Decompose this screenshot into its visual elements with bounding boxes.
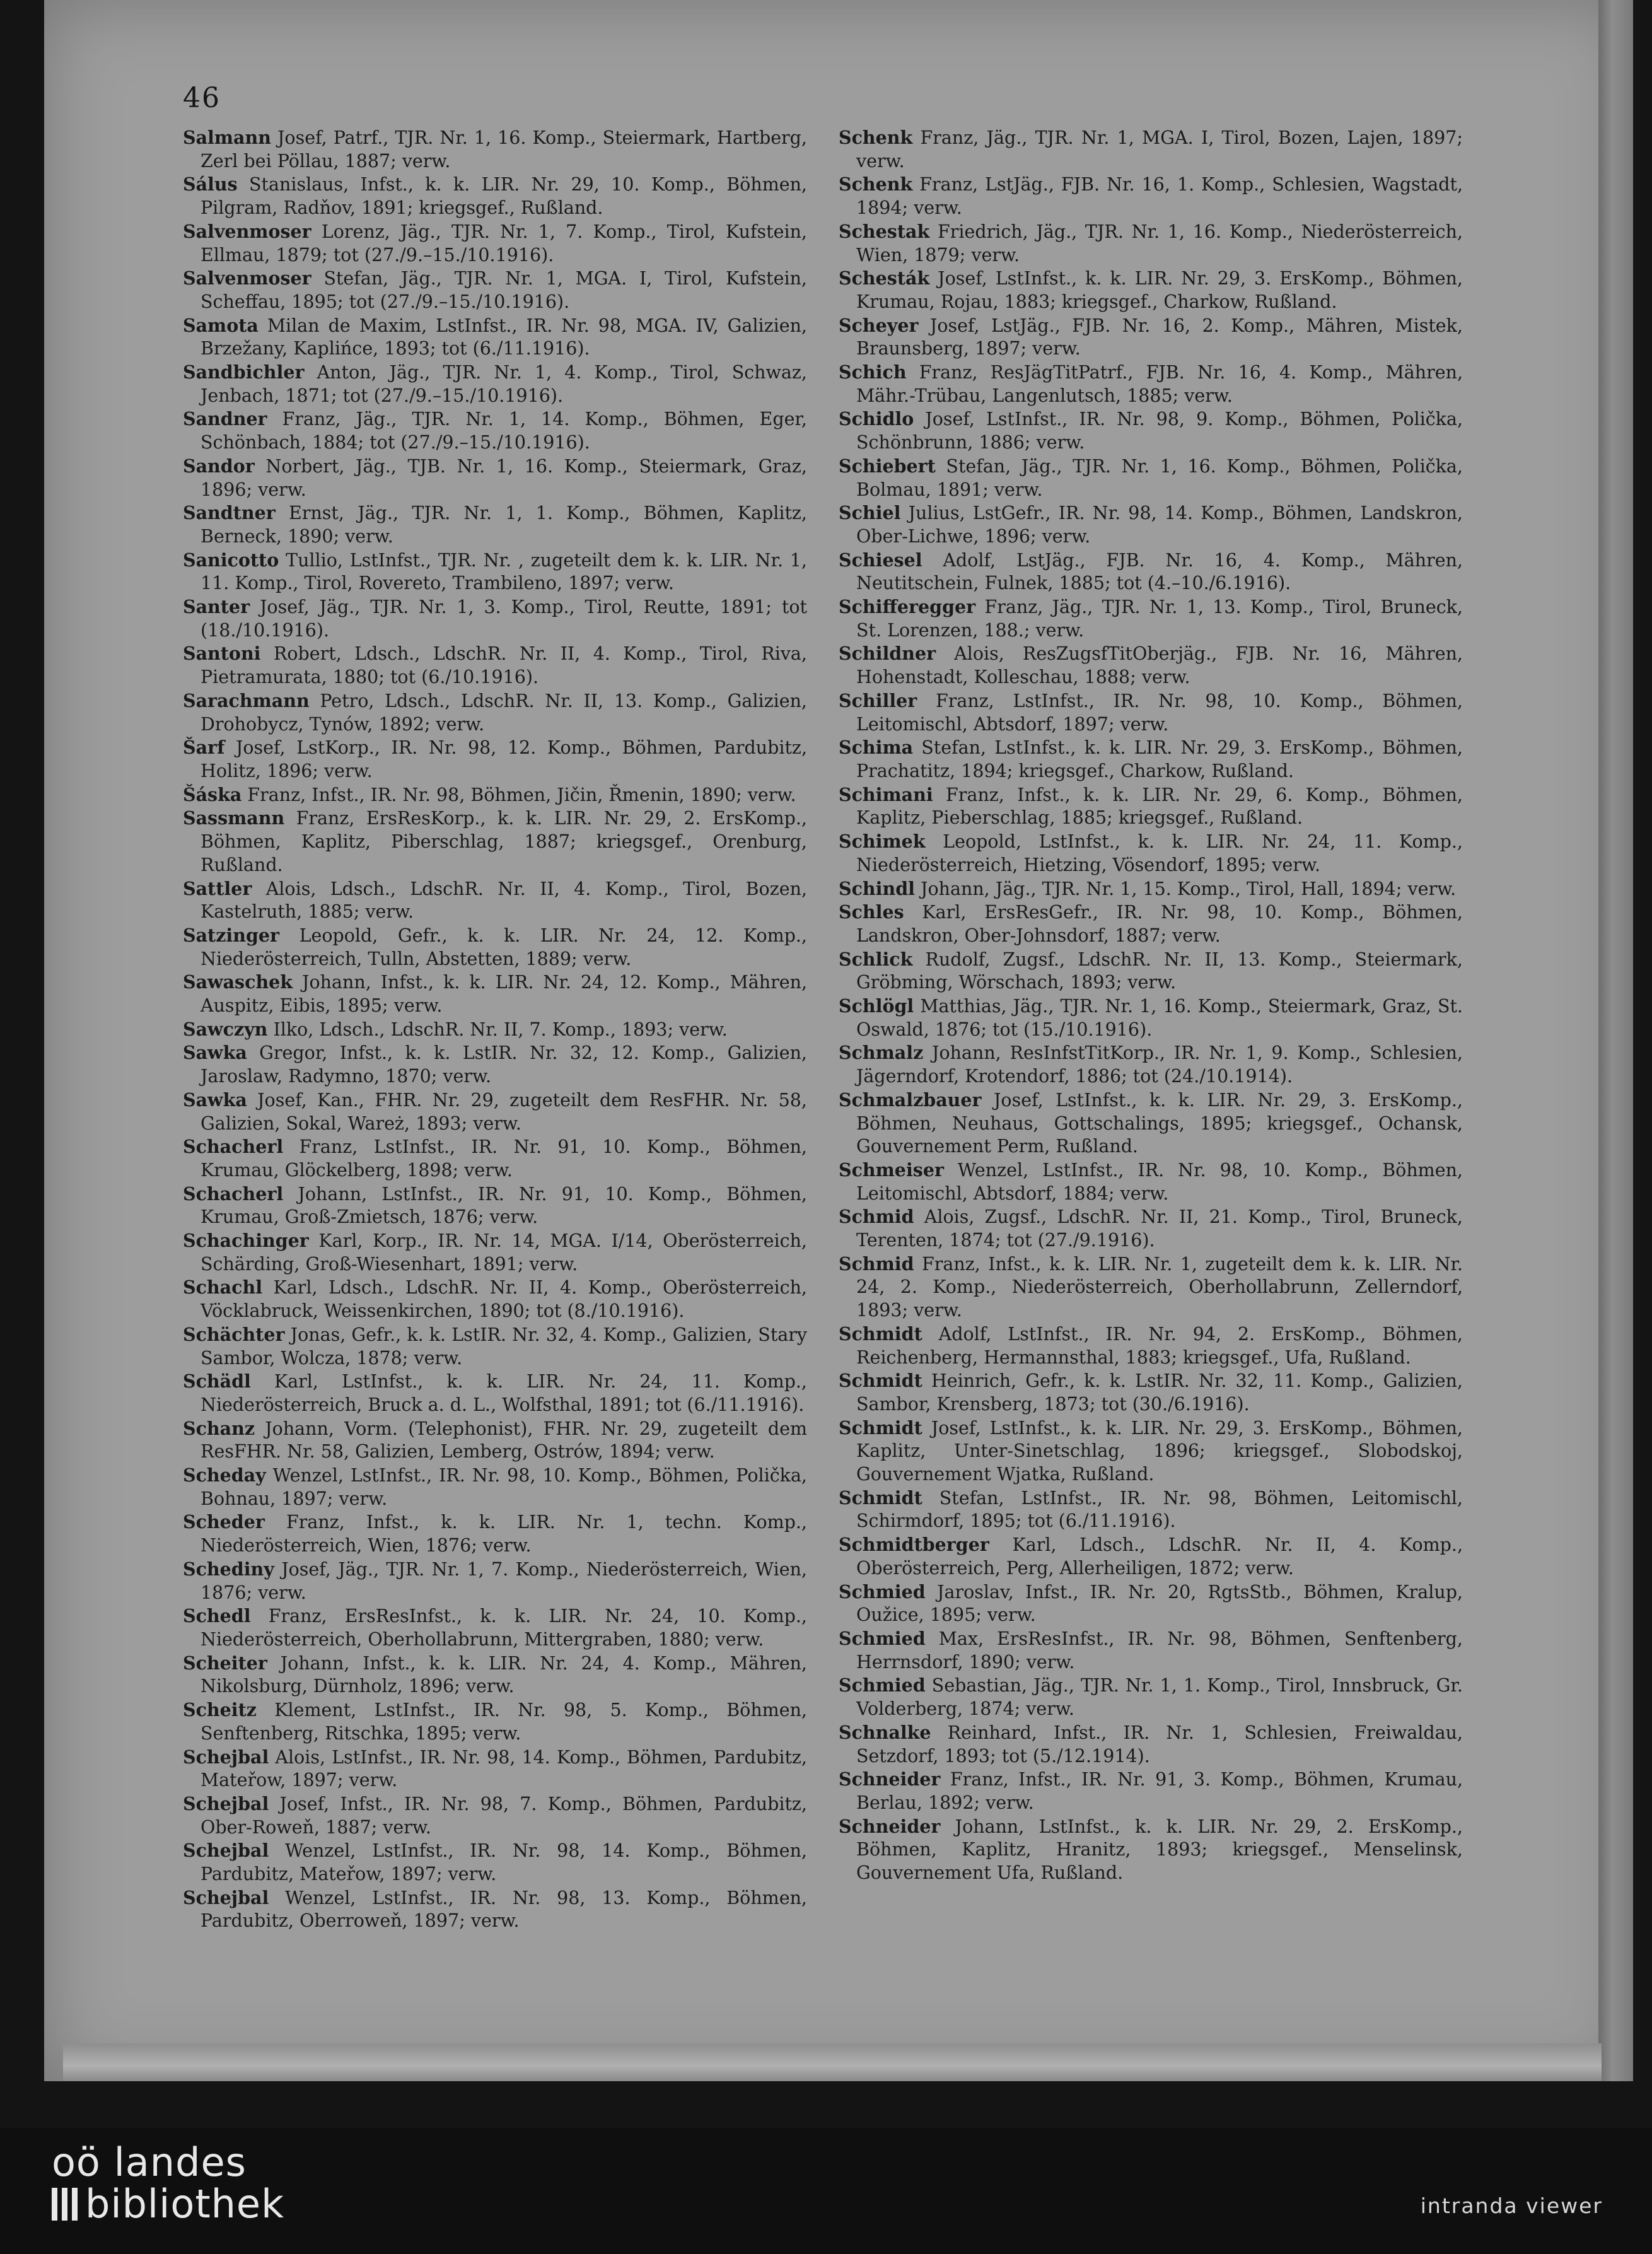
entry-details: Heinrich, Gefr., k. k. LstIR. Nr. 32, 11. Komp., Galizien, Sambor, Krensberg, 1873; tot (30./6.1916). bbox=[856, 1370, 1463, 1415]
entry-surname: Schles bbox=[839, 901, 904, 923]
register-entry bbox=[183, 126, 807, 173]
entry-details: Sebastian, Jäg., TJR. Nr. 1, 1. Komp., Tirol, Innsbruck, Gr. Volderberg, 1874; verw. bbox=[856, 1675, 1463, 1720]
entry-details: Matthias, Jäg., TJR. Nr. 1, 16. Komp., Steiermark, Graz, St. Oswald, 1876; tot (15./10.1916). bbox=[856, 996, 1463, 1040]
entry-details: Franz, Jäg., TJR. Nr. 1, 13. Komp., Tirol, Bruneck, St. Lorenzen, 188.; verw. bbox=[856, 597, 1463, 641]
register-entry bbox=[183, 642, 807, 689]
register-entry bbox=[839, 830, 1463, 877]
entry-details: Stanislaus, Infst., k. k. LIR. Nr. 29, 10. Komp., Böhmen, Pilgram, Radňov, 1891; kriegsgef., Rußland. bbox=[201, 174, 807, 219]
entry-details: Wenzel, LstInfst., IR. Nr. 98, 10. Komp., Böhmen, Leitomischl, Abtsdorf, 1884; verw. bbox=[856, 1159, 1463, 1204]
entry-details: Franz, LstInfst., IR. Nr. 91, 10. Komp., Böhmen, Krumau, Glöckelberg, 1898; verw. bbox=[201, 1136, 807, 1181]
entry-details: Alois, Ldsch., LdschR. Nr. II, 4. Komp., Tirol, Bozen, Kastelruth, 1885; verw. bbox=[201, 878, 807, 923]
register-entry bbox=[183, 807, 807, 877]
entry-details: Josef, LstInfst., k. k. LIR. Nr. 29, 3. ErsKomp., Böhmen, Neuhaus, Gottschalings, 1895; kriegsgef., Ochansk, Gouvernement Perm, Rußland. bbox=[856, 1089, 1463, 1157]
register-entry bbox=[183, 407, 807, 454]
register-entry bbox=[839, 1253, 1463, 1323]
register-entry bbox=[839, 126, 1463, 173]
entry-details: Julius, LstGefr., IR. Nr. 98, 14. Komp., Böhmen, Landskron, Ober-Lichwe, 1896; verw. bbox=[856, 503, 1463, 547]
register-entry bbox=[183, 1417, 807, 1464]
entry-surname: Schestak bbox=[839, 220, 930, 242]
entry-surname: Schacherl bbox=[183, 1136, 284, 1158]
register-entry bbox=[839, 689, 1463, 736]
register-entry bbox=[183, 877, 807, 924]
entry-details: Alois, Zugsf., LdschR. Nr. II, 21. Komp., Tirol, Bruneck, Terenten, 1874; tot (27./9.1916). bbox=[856, 1206, 1463, 1251]
register-entry bbox=[839, 1205, 1463, 1252]
logo-bars-icon bbox=[52, 2188, 78, 2221]
entry-details: Gregor, Infst., k. k. LstIR. Nr. 32, 12. Komp., Galizien, Jaroslaw, Radymno, 1870; verw. bbox=[201, 1042, 807, 1087]
viewer-footer bbox=[0, 2128, 1652, 2254]
entry-details: Milan de Maxim, LstInfst., IR. Nr. 98, MGA. IV, Galizien, Brzežany, Kaplińce, 1893; tot (6./11.1916). bbox=[201, 315, 807, 359]
entry-surname: Schmidt bbox=[839, 1486, 922, 1509]
register-entry bbox=[183, 1018, 807, 1042]
entry-surname: Schiller bbox=[839, 689, 917, 711]
entry-details: Josef, LstJäg., FJB. Nr. 16, 2. Komp., Mähren, Mistek, Braunsberg, 1897; verw. bbox=[856, 315, 1463, 359]
register-entry bbox=[839, 642, 1463, 689]
entry-details: Stefan, LstInfst., IR. Nr. 98, Böhmen, Leitomischl, Schirmdorf, 1895; tot (6./11.1916). bbox=[856, 1487, 1463, 1532]
entry-surname: Schimani bbox=[839, 783, 933, 805]
entry-surname: Schenk bbox=[839, 127, 913, 148]
register-entry bbox=[183, 736, 807, 783]
logo-text-bottom: bibliothek bbox=[85, 2181, 284, 2227]
entry-surname: Sandbichler bbox=[183, 361, 305, 383]
entry-surname: Sarachmann bbox=[183, 689, 310, 711]
entry-surname: Samota bbox=[183, 314, 259, 336]
entry-surname: Scheitz bbox=[183, 1699, 257, 1721]
entry-details: Franz, LstInfst., IR. Nr. 98, 10. Komp., Böhmen, Leitomischl, Abtsdorf, 1897; verw. bbox=[856, 690, 1463, 735]
register-entry bbox=[839, 1674, 1463, 1720]
entry-details: Adolf, LstInfst., IR. Nr. 94, 2. ErsKomp., Böhmen, Reichenberg, Hermannsthal, 1883; kriegsgef., Ufa, Rußland. bbox=[856, 1323, 1463, 1368]
entry-details: Josef, LstKorp., IR. Nr. 98, 12. Komp., Böhmen, Pardubitz, Holitz, 1896; verw. bbox=[201, 737, 807, 781]
entry-surname: Schmalz bbox=[839, 1042, 924, 1064]
entry-details: Tullio, LstInfst., TJR. Nr. , zugeteilt dem k. k. LIR. Nr. 1, 11. Komp., Tirol, Rovereto, Trambileno, 1897; verw. bbox=[201, 549, 807, 594]
register-entry bbox=[839, 173, 1463, 219]
register-entry bbox=[183, 971, 807, 1017]
register-entry bbox=[839, 736, 1463, 783]
entry-details: Karl, Ldsch., LdschR. Nr. II, 4. Komp., Oberösterreich, Vöcklabruck, Weissenkirchen, 1890; tot (8./10.1916). bbox=[201, 1277, 807, 1322]
entry-surname: Schifferegger bbox=[839, 596, 976, 618]
page-edge bbox=[1598, 0, 1633, 2081]
entry-surname: Sassmann bbox=[183, 807, 285, 829]
entry-surname: Santoni bbox=[183, 643, 261, 665]
entry-details: Franz, Infst., k. k. LIR. Nr. 1, techn. Komp., Niederösterreich, Wien, 1876; verw. bbox=[201, 1512, 807, 1556]
entry-details: Lorenz, Jäg., TJR. Nr. 1, 7. Komp., Tirol, Kufstein, Ellmau, 1879; tot (27./9.–15./10.1916). bbox=[201, 221, 807, 266]
register-entry bbox=[839, 595, 1463, 642]
entry-surname: Sawaschek bbox=[183, 971, 293, 993]
register-entry bbox=[839, 1627, 1463, 1674]
register-entry bbox=[839, 1323, 1463, 1369]
register-entry bbox=[183, 267, 807, 313]
entry-details: Josef, Infst., IR. Nr. 98, 7. Komp., Böhmen, Pardubitz, Ober-Roweň, 1887; verw. bbox=[201, 1793, 807, 1838]
entry-surname: Schmidt bbox=[839, 1416, 922, 1439]
entry-details: Max, ErsResInfst., IR. Nr. 98, Böhmen, Senftenberg, Herrnsdorf, 1890; verw. bbox=[856, 1628, 1463, 1673]
entry-details: Reinhard, Infst., IR. Nr. 1, Schlesien, Freiwaldau, Setzdorf, 1893; tot (5./12.1914). bbox=[856, 1722, 1463, 1766]
entry-surname: Sawka bbox=[183, 1042, 247, 1064]
entry-surname: Salmann bbox=[183, 127, 271, 148]
entry-surname: Schmid bbox=[839, 1206, 914, 1228]
register-entry bbox=[839, 877, 1463, 901]
register-entry bbox=[839, 455, 1463, 501]
entry-details: Wenzel, LstInfst., IR. Nr. 98, 13. Komp., Böhmen, Pardubitz, Oberroweň, 1897; verw. bbox=[201, 1887, 807, 1932]
entry-surname: Schesták bbox=[839, 267, 930, 289]
entry-surname: Schima bbox=[839, 737, 914, 759]
entry-surname: Schmidt bbox=[839, 1370, 922, 1392]
register-entry bbox=[183, 1182, 807, 1229]
entry-details: Stefan, Jäg., TJR. Nr. 1, MGA. I, Tirol, Kufstein, Scheffau, 1895; tot (27./9.–15./10.1916). bbox=[201, 268, 807, 312]
register-entry bbox=[839, 549, 1463, 595]
register-entry bbox=[183, 1746, 807, 1792]
entry-surname: Scheday bbox=[183, 1464, 266, 1486]
entry-surname: Schädl bbox=[183, 1370, 251, 1393]
register-entry bbox=[183, 783, 807, 807]
entry-surname: Schich bbox=[839, 361, 907, 383]
register-entry bbox=[183, 689, 807, 736]
entry-details: Ilko, Ldsch., LdschR. Nr. II, 7. Komp., 1893; verw. bbox=[267, 1019, 728, 1040]
entry-surname: Sandtner bbox=[183, 502, 276, 524]
entry-surname: Schimek bbox=[839, 831, 926, 853]
entry-details: Petro, Ldsch., LdschR. Nr. II, 13. Komp., Galizien, Drohobycz, Tynów, 1892; verw. bbox=[201, 690, 807, 735]
entry-details: Jaroslav, Infst., IR. Nr. 20, RgtsStb., Böhmen, Kralup, Oužice, 1895; verw. bbox=[856, 1581, 1463, 1626]
entry-details: Johann, Jäg., TJR. Nr. 1, 15. Komp., Tirol, Hall, 1894; verw. bbox=[914, 878, 1457, 899]
register-entry bbox=[183, 1464, 807, 1510]
register-entry bbox=[183, 1510, 807, 1557]
entry-details: Josef, LstInfst., k. k. LIR. Nr. 29, 3. ErsKomp., Böhmen, Kaplitz, Unter-Sinetschlag, 1896; kriegsgef., Slobodskoj, Gouvernement Wjatka, Rußland. bbox=[856, 1417, 1463, 1485]
register-entry bbox=[839, 1768, 1463, 1814]
register-entry bbox=[839, 1369, 1463, 1416]
entry-surname: Scheyer bbox=[839, 314, 919, 336]
entry-surname: Schachinger bbox=[183, 1230, 309, 1252]
register-entry bbox=[183, 924, 807, 971]
entry-surname: Scheiter bbox=[183, 1652, 267, 1674]
entry-surname: Schmied bbox=[839, 1628, 926, 1649]
entry-details: Robert, Ldsch., LdschR. Nr. II, 4. Komp., Tirol, Riva, Pietramurata, 1880; tot (6./10.1916). bbox=[201, 643, 807, 688]
entry-surname: Schiesel bbox=[839, 549, 922, 571]
entry-surname: Schmied bbox=[839, 1674, 926, 1696]
entry-surname: Sawka bbox=[183, 1089, 247, 1111]
register-entry bbox=[183, 455, 807, 501]
entry-surname: Schneider bbox=[839, 1815, 941, 1837]
entry-details: Friedrich, Jäg., TJR. Nr. 1, 16. Komp., Niederösterreich, Wien, 1879; verw. bbox=[856, 221, 1463, 266]
register-entry bbox=[183, 1839, 807, 1886]
register-entry bbox=[839, 948, 1463, 995]
logo-text-top: oö landes bbox=[52, 2139, 247, 2185]
register-entry bbox=[839, 783, 1463, 830]
entry-surname: Schmidt bbox=[839, 1323, 922, 1345]
entry-surname: Schmalzbauer bbox=[839, 1089, 982, 1111]
register-entry bbox=[183, 314, 807, 361]
entry-surname: Schejbal bbox=[183, 1886, 269, 1908]
entry-details: Franz, Infst., k. k. LIR. Nr. 1, zugeteilt dem k. k. LIR. Nr. 24, 2. Komp., Niederösterreich, Oberhollabrunn, Zellerndorf, 1893; verw. bbox=[856, 1253, 1463, 1321]
entry-details: Franz, Infst., k. k. LIR. Nr. 29, 6. Komp., Böhmen, Kaplitz, Pieberschlag, 1885; kriegsgef., Rußland. bbox=[856, 784, 1463, 829]
entry-surname: Sattler bbox=[183, 877, 252, 899]
register-entry bbox=[183, 1089, 807, 1135]
entry-details: Leopold, LstInfst., k. k. LIR. Nr. 24, 11. Komp., Niederösterreich, Hietzing, Vösendorf, 1895; verw. bbox=[856, 831, 1463, 875]
register-entry bbox=[183, 1558, 807, 1604]
entry-surname: Schneider bbox=[839, 1768, 941, 1790]
entry-details: Franz, Jäg., TJR. Nr. 1, MGA. I, Tirol, Bozen, Lajen, 1897; verw. bbox=[856, 127, 1463, 172]
register-entry bbox=[839, 1486, 1463, 1533]
register-entry bbox=[183, 361, 807, 407]
entry-details: Wenzel, LstInfst., IR. Nr. 98, 10. Komp., Böhmen, Polička, Bohnau, 1897; verw. bbox=[201, 1465, 807, 1509]
entry-surname: Schlick bbox=[839, 948, 913, 970]
register-entry bbox=[839, 1721, 1463, 1768]
register-entry bbox=[839, 361, 1463, 407]
entry-details: Franz, Jäg., TJR. Nr. 1, 14. Komp., Böhmen, Eger, Schönbach, 1884; tot (27./9.–15./10.1916). bbox=[201, 409, 807, 453]
register-entry bbox=[183, 1792, 807, 1839]
entry-surname: Salvenmoser bbox=[183, 267, 311, 289]
entry-surname: Schächter bbox=[183, 1323, 285, 1345]
register-entry bbox=[183, 220, 807, 267]
entry-surname: Schejbal bbox=[183, 1840, 269, 1862]
entry-surname: Schlögl bbox=[839, 995, 914, 1017]
entry-details: Anton, Jäg., TJR. Nr. 1, 4. Komp., Tirol, Schwaz, Jenbach, 1871; tot (27./9.–15./10.1916). bbox=[201, 362, 807, 406]
entry-details: Rudolf, Zugsf., LdschR. Nr. II, 13. Komp., Steiermark, Gröbming, Wörschach, 1893; verw. bbox=[856, 949, 1463, 993]
entry-details: Johann, ResInfstTitKorp., IR. Nr. 1, 9. Komp., Schlesien, Jägerndorf, Krotendorf, 1886; tot (24./10.1914). bbox=[856, 1042, 1463, 1087]
entry-details: Johann, Infst., k. k. LIR. Nr. 24, 12. Komp., Mähren, Auspitz, Eibis, 1895; verw. bbox=[201, 972, 807, 1017]
register-entry bbox=[839, 995, 1463, 1041]
entry-surname: Schmid bbox=[839, 1253, 914, 1275]
entry-details: Wenzel, LstInfst., IR. Nr. 98, 14. Komp., Böhmen, Pardubitz, Mateřow, 1897; verw. bbox=[201, 1840, 807, 1885]
register-entry bbox=[839, 1041, 1463, 1088]
entry-details: Josef, Jäg., TJR. Nr. 1, 3. Komp., Tirol, Reutte, 1891; tot (18./10.1916). bbox=[201, 597, 807, 641]
entry-details: Norbert, Jäg., TJB. Nr. 1, 16. Komp., Steiermark, Graz, 1896; verw. bbox=[201, 455, 807, 500]
entry-details: Josef, Patrf., TJR. Nr. 1, 16. Komp., Steiermark, Hartberg, Zerl bei Pöllau, 1887; verw. bbox=[201, 127, 807, 172]
entry-details: Karl, Korp., IR. Nr. 14, MGA. I/14, Oberösterreich, Schärding, Groß-Wiesenhart, 1891; verw. bbox=[201, 1230, 807, 1275]
entry-details: Ernst, Jäg., TJR. Nr. 1, 1. Komp., Böhmen, Kaplitz, Berneck, 1890; verw. bbox=[201, 503, 807, 547]
register-entry bbox=[183, 1698, 807, 1745]
entry-surname: Sálus bbox=[183, 173, 238, 196]
entry-details: Johann, LstInfst., k. k. LIR. Nr. 29, 2. ErsKomp., Böhmen, Kaplitz, Hranitz, 1893; kriegsgef., Menselinsk, Gouvernement Ufa, Rußland. bbox=[856, 1816, 1463, 1884]
register-entry bbox=[183, 501, 807, 548]
entry-surname: Šáska bbox=[183, 783, 242, 805]
entry-surname: Schacherl bbox=[183, 1182, 284, 1205]
entry-surname: Santer bbox=[183, 596, 250, 618]
entry-details: Franz, ErsResKorp., k. k. LIR. Nr. 29, 2. ErsKomp., Böhmen, Kaplitz, Piberschlag, 1887; kriegsgef., Orenburg, Rußland. bbox=[201, 808, 807, 875]
page-bottom-edge bbox=[63, 2043, 1602, 2081]
register-entry bbox=[839, 1159, 1463, 1205]
entry-surname: Schmied bbox=[839, 1580, 926, 1603]
entry-details: Josef, LstInfst., IR. Nr. 98, 9. Komp., Böhmen, Polička, Schönbrunn, 1886; verw. bbox=[856, 409, 1463, 453]
register-entry bbox=[839, 314, 1463, 361]
entry-details: Johann, Infst., k. k. LIR. Nr. 24, 4. Komp., Mähren, Nikolsburg, Dürnholz, 1896; verw. bbox=[201, 1652, 807, 1697]
register-entry bbox=[183, 1652, 807, 1698]
register-entry bbox=[183, 549, 807, 595]
entry-surname: Schachl bbox=[183, 1276, 263, 1299]
entry-details: Josef, LstInfst., k. k. LIR. Nr. 29, 3. ErsKomp., Böhmen, Krumau, Rojau, 1883; kriegsgef., Charkow, Rußland. bbox=[856, 268, 1463, 312]
register-entry bbox=[183, 1135, 807, 1182]
entry-surname: Schejbal bbox=[183, 1792, 269, 1814]
register-entry bbox=[839, 901, 1463, 947]
register-entry bbox=[183, 1886, 807, 1933]
page-number: 46 bbox=[183, 82, 221, 114]
register-entry bbox=[839, 1416, 1463, 1486]
entry-details: Franz, LstJäg., FJB. Nr. 16, 1. Komp., Schlesien, Wagstadt, 1894; verw. bbox=[856, 174, 1463, 219]
entry-details: Jonas, Gefr., k. k. LstIR. Nr. 32, 4. Komp., Galizien, Stary Sambor, Wolcza, 1878; verw. bbox=[201, 1324, 807, 1369]
entry-surname: Šarf bbox=[183, 737, 225, 759]
entry-details: Alois, ResZugsfTitOberjäg., FJB. Nr. 16, Mähren, Hohenstadt, Kolleschau, 1888; verw. bbox=[856, 643, 1463, 688]
entry-surname: Schmidtberger bbox=[839, 1534, 989, 1556]
entry-surname: Salvenmoser bbox=[183, 220, 311, 242]
entry-details: Adolf, LstJäg., FJB. Nr. 16, 4. Komp., Mähren, Neutitschein, Fulnek, 1885; tot (4.–10./6.1916). bbox=[856, 549, 1463, 594]
entry-details: Karl, ErsResGefr., IR. Nr. 98, 10. Komp., Böhmen, Landskron, Ober-Johnsdorf, 1887; verw. bbox=[856, 902, 1463, 946]
register-entry bbox=[839, 501, 1463, 548]
entry-details: Johann, LstInfst., IR. Nr. 91, 10. Komp., Böhmen, Krumau, Groß-Zmietsch, 1876; verw. bbox=[201, 1183, 807, 1228]
entry-details: Franz, Infst., IR. Nr. 98, Böhmen, Jičin, Řmenin, 1890; verw. bbox=[241, 784, 796, 805]
entry-details: Josef, Jäg., TJR. Nr. 1, 7. Komp., Niederösterreich, Wien, 1876; verw. bbox=[201, 1558, 807, 1603]
entry-surname: Schmeiser bbox=[839, 1159, 944, 1181]
entry-details: Josef, Kan., FHR. Nr. 29, zugeteilt dem ResFHR. Nr. 58, Galizien, Sokal, Wareż, 1893; verw. bbox=[201, 1089, 807, 1134]
right-column bbox=[839, 126, 1463, 1885]
entry-surname: Schidlo bbox=[839, 408, 914, 430]
register-entry bbox=[839, 1580, 1463, 1627]
register-entry bbox=[839, 1815, 1463, 1885]
register-entry bbox=[183, 1370, 807, 1416]
register-entry bbox=[183, 595, 807, 642]
entry-surname: Schindl bbox=[839, 877, 915, 899]
register-entry bbox=[839, 267, 1463, 313]
register-entry bbox=[839, 407, 1463, 454]
viewer-brand-label[interactable]: intranda viewer bbox=[1420, 2193, 1603, 2218]
entry-details: Johann, Vorm. (Telephonist), FHR. Nr. 29, zugeteilt dem ResFHR. Nr. 58, Galizien, Lemberg, Ostrów, 1894; verw. bbox=[201, 1418, 807, 1463]
entry-surname: Sanicotto bbox=[183, 549, 279, 571]
left-column bbox=[183, 126, 807, 1933]
register-entry bbox=[183, 1604, 807, 1651]
register-entry bbox=[183, 1276, 807, 1323]
register-entry bbox=[839, 1533, 1463, 1580]
entry-surname: Schiel bbox=[839, 502, 901, 524]
entry-details: Stefan, Jäg., TJR. Nr. 1, 16. Komp., Böhmen, Polička, Bolmau, 1891; verw. bbox=[856, 455, 1463, 500]
entry-surname: Satzinger bbox=[183, 924, 280, 946]
register-entry bbox=[183, 1041, 807, 1088]
register-entry bbox=[183, 1323, 807, 1370]
entry-details: Leopold, Gefr., k. k. LIR. Nr. 24, 12. Komp., Niederösterreich, Tulln, Abstetten, 1889; verw. bbox=[201, 925, 807, 969]
register-entry bbox=[839, 220, 1463, 267]
entry-surname: Schejbal bbox=[183, 1746, 269, 1768]
entry-surname: Sandor bbox=[183, 455, 255, 477]
entry-surname: Schanz bbox=[183, 1417, 255, 1439]
register-entry bbox=[183, 1229, 807, 1276]
entry-surname: Schiebert bbox=[839, 455, 936, 477]
entry-surname: Scheder bbox=[183, 1511, 265, 1533]
entry-surname: Schenk bbox=[839, 173, 913, 196]
entry-details: Karl, Ldsch., LdschR. Nr. II, 4. Komp., Oberösterreich, Perg, Allerheiligen, 1872; verw. bbox=[856, 1534, 1463, 1579]
entry-details: Franz, ErsResInfst., k. k. LIR. Nr. 24, 10. Komp., Niederösterreich, Oberhollabrunn, Mittergraben, 1880; verw. bbox=[201, 1606, 807, 1650]
register-entry bbox=[839, 1089, 1463, 1159]
library-logo[interactable] bbox=[52, 2139, 284, 2227]
entry-details: Alois, LstInfst., IR. Nr. 98, 14. Komp., Böhmen, Pardubitz, Mateřow, 1897; verw. bbox=[201, 1746, 807, 1791]
register-entry bbox=[183, 173, 807, 219]
entry-surname: Sandner bbox=[183, 408, 267, 430]
entry-details: Karl, LstInfst., k. k. LIR. Nr. 24, 11. Komp., Niederösterreich, Bruck a. d. L., Wolfsthal, 1891; tot (6./11.1916). bbox=[201, 1371, 807, 1415]
entry-surname: Schnalke bbox=[839, 1721, 931, 1743]
entry-surname: Schedl bbox=[183, 1605, 251, 1627]
entry-details: Franz, ResJägTitPatrf., FJB. Nr. 16, 4. Komp., Mähren, Mähr.-Trübau, Langenlutsch, 1885; verw. bbox=[856, 362, 1463, 406]
entry-surname: Schildner bbox=[839, 643, 936, 665]
entry-details: Stefan, LstInfst., k. k. LIR. Nr. 29, 3. ErsKomp., Böhmen, Prachatitz, 1894; kriegsgef., Charkow, Rußland. bbox=[856, 737, 1463, 781]
entry-details: Franz, Infst., IR. Nr. 91, 3. Komp., Böhmen, Krumau, Berlau, 1892; verw. bbox=[856, 1769, 1463, 1813]
entry-details: Klement, LstInfst., IR. Nr. 98, 5. Komp., Böhmen, Senftenberg, Ritschka, 1895; verw. bbox=[201, 1700, 807, 1744]
entry-surname: Sawczyn bbox=[183, 1018, 268, 1040]
entry-surname: Schediny bbox=[183, 1558, 274, 1580]
